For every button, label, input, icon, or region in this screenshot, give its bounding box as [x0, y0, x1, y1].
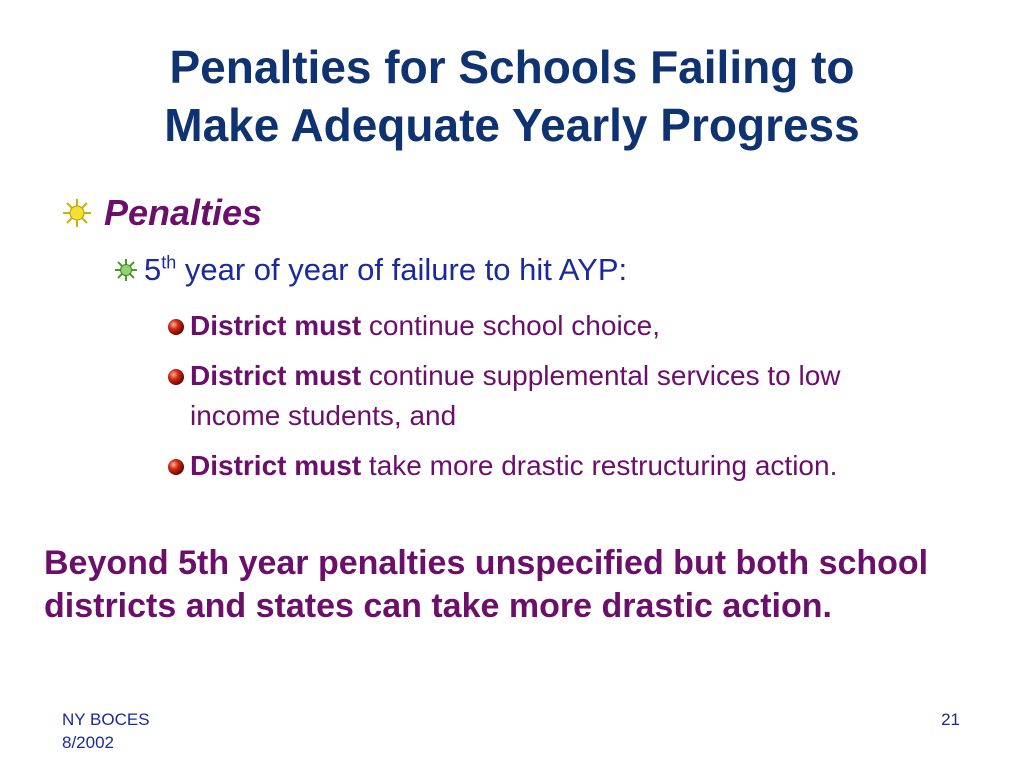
footer-source	[62, 708, 150, 754]
item-lead: District must	[190, 360, 362, 391]
year-ordinal-suffix: th	[161, 252, 177, 273]
slide-title	[40, 38, 984, 154]
bullet-level-3-item	[166, 356, 936, 436]
item-lead: District must	[190, 310, 362, 341]
footer-org: NY BOCES	[62, 710, 150, 729]
red-ball-bullet-icon	[166, 317, 186, 337]
year-number: 5	[144, 252, 162, 287]
slide-number: 21	[941, 710, 960, 729]
item-lead: District must	[190, 450, 362, 481]
red-ball-bullet-icon	[166, 367, 186, 387]
summary-note: Beyond 5th year penalties unspecified but both school districts and states can take more drastic action.	[44, 544, 929, 625]
title-line-2: Make Adequate Yearly Progress	[164, 99, 860, 151]
bullet-level-2	[114, 252, 627, 288]
red-ball-bullet-icon	[166, 457, 186, 477]
green-star-bullet-icon	[114, 258, 138, 282]
footer-date: 8/2002	[62, 733, 114, 752]
bullet-level-2-text	[144, 252, 627, 288]
title-line-1: Penalties for Schools Failing to	[169, 41, 855, 93]
bullet-level-3-item	[166, 306, 936, 346]
bullet-level-1	[62, 192, 262, 234]
bullet-level-3-item	[166, 446, 936, 486]
item-text: continue supplemental services to low income students, and	[190, 360, 841, 431]
item-text: continue school choice,	[361, 310, 661, 341]
bullet-level-1-text: Penalties	[104, 192, 263, 233]
year-description: year of year of failure to hit AYP:	[176, 252, 628, 287]
sun-bullet-icon	[62, 198, 92, 228]
item-text: take more drastic restructuring action.	[361, 450, 838, 481]
